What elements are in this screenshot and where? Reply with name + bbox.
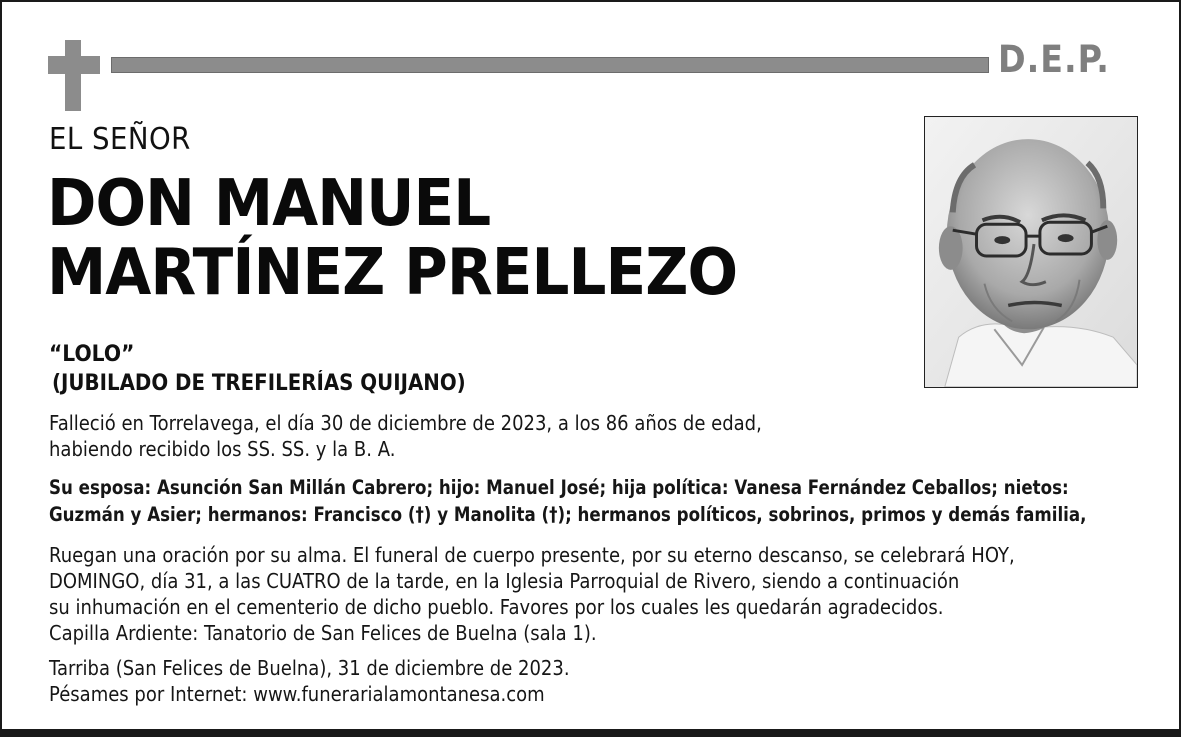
family-list: [49, 474, 1087, 528]
honorific: EL SEÑOR: [49, 122, 191, 157]
funeral-line-1: Ruegan una oración por su alma. El funeral de cuerpo presente, por su eterno descanso, se celebrará HOY,: [49, 543, 1015, 567]
place-date: Tarriba (San Felices de Buelna), 31 de diciembre de 2023.: [49, 656, 570, 680]
family-line-2: Guzmán y Asier; hermanos: Francisco (†) y Manolita (†); hermanos políticos, sobrinos, primos y demás familia,: [49, 503, 1087, 526]
header-rule: [111, 57, 989, 73]
funeral-line-3: su inhumación en el cementerio de dicho pueblo. Favores por los cuales les quedarán agradecidos.: [49, 595, 944, 619]
death-line-1: Falleció en Torrelavega, el día 30 de diciembre de 2023, a los 86 años de edad,: [49, 411, 762, 435]
closing: [49, 655, 1075, 707]
funeral-line-4: Capilla Ardiente: Tanatorio de San Felices de Buelna (sala 1).: [49, 621, 597, 645]
portrait-photo: [924, 116, 1138, 388]
portrait-illustration: [925, 117, 1137, 387]
funeral-line-2: DOMINGO, día 31, a las CUATRO de la tarde, en la Iglesia Parroquial de Rivero, siendo a continuación: [49, 569, 960, 593]
family-line-1: Su esposa: Asunción San Millán Cabrero; hijo: Manuel José; hija política: Vanesa Fernández Ceballos; nietos:: [49, 476, 1069, 499]
nickname: “LOLO”: [49, 342, 135, 367]
deceased-name: [47, 167, 847, 310]
condolences-url: Pésames por Internet: www.funerarialamontanesa.com: [49, 682, 545, 706]
dep-label: D.E.P.: [998, 38, 1110, 81]
name-line-1: DON MANUEL: [47, 167, 491, 241]
occupation: (JUBILADO DE TREFILERÍAS QUIJANO): [52, 371, 466, 396]
death-notice: [49, 410, 1075, 462]
funeral-details: [49, 542, 1075, 646]
name-line-2: MARTÍNEZ PRELLEZO: [47, 236, 738, 310]
death-line-2: habiendo recibido los SS. SS. y la B. A.: [49, 437, 396, 461]
